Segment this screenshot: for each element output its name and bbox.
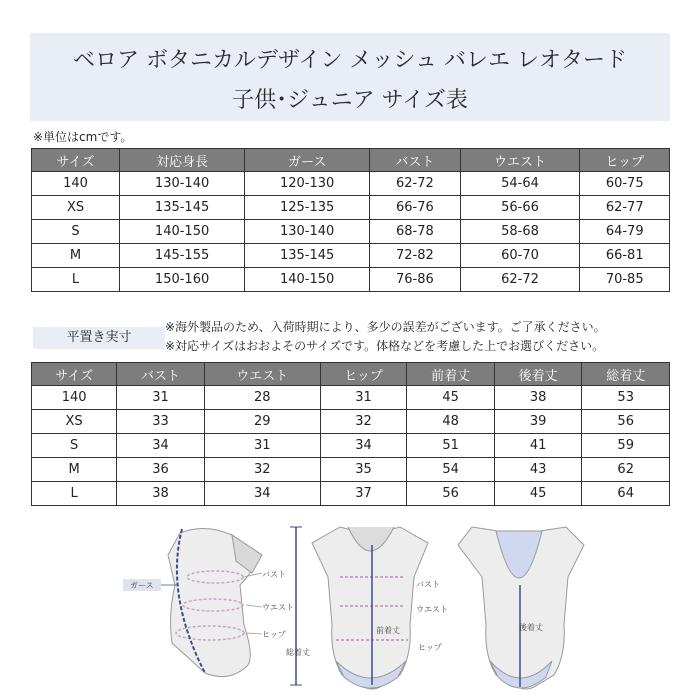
table-cell: 72-82 xyxy=(370,244,460,268)
table-cell: 53 xyxy=(582,386,670,410)
table-cell: 45 xyxy=(494,482,582,506)
table-cell: 135-145 xyxy=(245,244,370,268)
back-length-label: 後着丈 xyxy=(519,623,543,632)
table-cell: 32 xyxy=(320,410,407,434)
header-cell: サイズ xyxy=(32,363,117,386)
table-cell: 31 xyxy=(117,386,205,410)
table-cell: 38 xyxy=(494,386,582,410)
note-line: ※海外製品のため、入荷時期により、多少の誤差がございます。ご了承ください。 xyxy=(165,320,606,334)
front-length-label: 前着丈 xyxy=(376,626,400,635)
leotard-back-illustration xyxy=(458,527,584,689)
table-row xyxy=(32,458,670,482)
table-cell: M xyxy=(32,244,120,268)
header-cell: 後着丈 xyxy=(494,363,582,386)
table-cell: 66-76 xyxy=(370,196,460,220)
measurement-diagram xyxy=(0,515,700,700)
bust-label-front: バスト xyxy=(416,580,440,589)
table-cell: 34 xyxy=(117,434,205,458)
header-cell: サイズ xyxy=(32,149,120,172)
table-cell: 140-150 xyxy=(120,220,245,244)
table-header-row xyxy=(32,149,670,172)
table-cell: 54-64 xyxy=(460,172,580,196)
table-row xyxy=(32,482,670,506)
header-cell: バスト xyxy=(117,363,205,386)
table-cell: L xyxy=(32,482,117,506)
table-cell: 145-155 xyxy=(120,244,245,268)
table-cell: 60-70 xyxy=(460,244,580,268)
table-cell: 68-78 xyxy=(370,220,460,244)
table-cell: 125-135 xyxy=(245,196,370,220)
note-line: ※対応サイズはおおよそのサイズです。体格などを考慮した上でお選びください。 xyxy=(165,339,605,353)
table-cell: 51 xyxy=(407,434,495,458)
table-cell: 41 xyxy=(494,434,582,458)
table-cell: 56 xyxy=(407,482,495,506)
total-length-label: 総着丈 xyxy=(286,648,310,657)
table-cell: 62-72 xyxy=(460,268,580,292)
table-cell: XS xyxy=(32,196,120,220)
table-cell: 59 xyxy=(582,434,670,458)
table-row xyxy=(32,196,670,220)
table-row xyxy=(32,268,670,292)
table-header-row xyxy=(32,363,670,386)
hip-label-front: ヒップ xyxy=(418,643,442,652)
header-cell: ヒップ xyxy=(320,363,407,386)
table-cell: 38 xyxy=(117,482,205,506)
table-cell: 29 xyxy=(204,410,320,434)
table-cell: 31 xyxy=(204,434,320,458)
table-cell: 62-72 xyxy=(370,172,460,196)
header-cell: ウエスト xyxy=(460,149,580,172)
header-cell: ウエスト xyxy=(204,363,320,386)
table-cell: XS xyxy=(32,410,117,434)
table-cell: 43 xyxy=(494,458,582,482)
table-cell: 45 xyxy=(407,386,495,410)
table-cell: 48 xyxy=(407,410,495,434)
table-cell: 70-85 xyxy=(580,268,670,292)
page-subtitle: 子供･ジュニア サイズ表 xyxy=(232,88,468,113)
table-row xyxy=(32,244,670,268)
table-cell: 76-86 xyxy=(370,268,460,292)
header-cell: バスト xyxy=(370,149,460,172)
table-cell: 56-66 xyxy=(460,196,580,220)
table-cell: 32 xyxy=(204,458,320,482)
table-row xyxy=(32,172,670,196)
unit-note: ※単位はcmです。 xyxy=(33,130,133,144)
table-cell: 58-68 xyxy=(460,220,580,244)
table-cell: S xyxy=(32,434,117,458)
table-cell: 140 xyxy=(32,386,117,410)
table-cell: 54 xyxy=(407,458,495,482)
table-cell: 62-77 xyxy=(580,196,670,220)
waist-label-side: ウエスト xyxy=(262,603,294,612)
table-cell: 33 xyxy=(117,410,205,434)
table-cell: 140-150 xyxy=(245,268,370,292)
header-cell: ガース xyxy=(245,149,370,172)
table-cell: 120-130 xyxy=(245,172,370,196)
girth-label: ガース xyxy=(130,581,154,590)
table-cell: 64-79 xyxy=(580,220,670,244)
table-row xyxy=(32,410,670,434)
header-cell: 前着丈 xyxy=(407,363,495,386)
flat-measure-label: 平置き実寸 xyxy=(33,327,165,349)
waist-label-front: ウエスト xyxy=(416,605,448,614)
header-cell: 総着丈 xyxy=(582,363,670,386)
header-cell: ヒップ xyxy=(580,149,670,172)
table-row xyxy=(32,434,670,458)
table-cell: 130-140 xyxy=(245,220,370,244)
table-cell: 37 xyxy=(320,482,407,506)
header-cell: 対応身長 xyxy=(120,149,245,172)
table-row xyxy=(32,220,670,244)
bust-label-side: バスト xyxy=(262,570,286,579)
table-cell: L xyxy=(32,268,120,292)
table-cell: 31 xyxy=(320,386,407,410)
table-cell: 140 xyxy=(32,172,120,196)
table-cell: S xyxy=(32,220,120,244)
flat-size-table xyxy=(31,362,670,506)
table-cell: 28 xyxy=(204,386,320,410)
table-cell: 150-160 xyxy=(120,268,245,292)
table-cell: 34 xyxy=(320,434,407,458)
body-size-table xyxy=(31,148,670,292)
table-cell: 60-75 xyxy=(580,172,670,196)
table-cell: 135-145 xyxy=(120,196,245,220)
leotard-front-illustration xyxy=(312,527,428,689)
table-cell: 39 xyxy=(494,410,582,434)
leotard-side-illustration xyxy=(140,528,262,676)
table-cell: 35 xyxy=(320,458,407,482)
title-box xyxy=(30,33,670,121)
table-cell: 64 xyxy=(582,482,670,506)
table-cell: 66-81 xyxy=(580,244,670,268)
table-row xyxy=(32,386,670,410)
table-cell: 62 xyxy=(582,458,670,482)
hip-label-side: ヒップ xyxy=(262,630,286,639)
page-title: ベロア ボタニカルデザイン メッシュ バレエ レオタード xyxy=(73,48,627,73)
table-cell: 130-140 xyxy=(120,172,245,196)
table-cell: 56 xyxy=(582,410,670,434)
table-cell: 36 xyxy=(117,458,205,482)
table-cell: 34 xyxy=(204,482,320,506)
table-cell: M xyxy=(32,458,117,482)
